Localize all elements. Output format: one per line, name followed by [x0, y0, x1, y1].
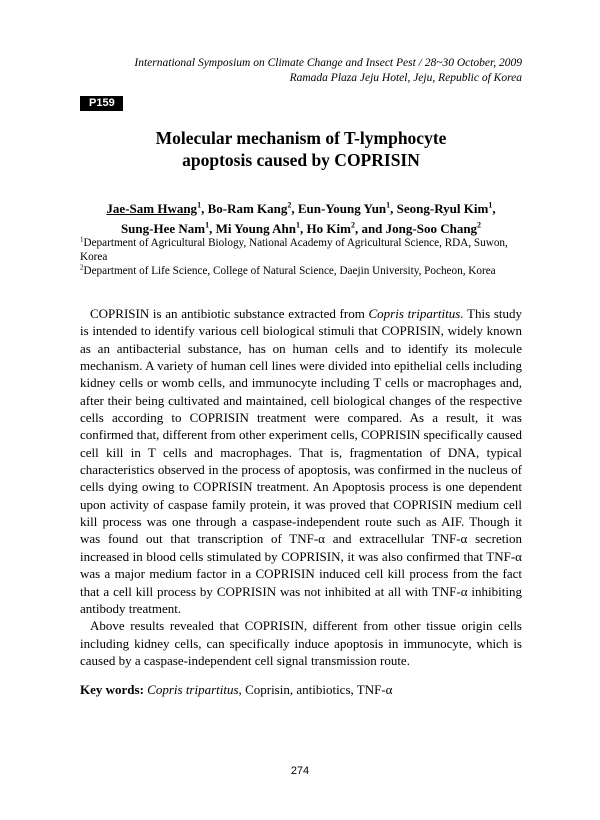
running-header	[62, 56, 522, 86]
author-separator: ,	[209, 221, 216, 236]
affiliations	[80, 236, 522, 278]
author-name: Seong-Ryul Kim	[396, 201, 489, 216]
author-separator: ,	[291, 201, 298, 216]
page-number: 274	[290, 765, 310, 777]
author-name: Eun-Young Yun	[297, 201, 387, 216]
abstract-text: This study is intended to identify various cell biological stimuli that COPRISIN, widely known as an antibacterial substance, has on human cells and to identify its molecule mechanism. A variety of human cell lines were divided into epithelial cells including kidney cells or womb cells, and immunocyte including T cells or macrophages and, after their being cultivated and maintained, cell biological changes of the respective cells according to COPRISIN treatment were compared. As a result, it was confirmed that, different from other experiment cells, COPRISIN specifically caused cell kill in T cells and macrophages. That is, fragmentation of DNA, typical characteristics observed in the process of apoptosis, was confirmed in the nucleus of cells dying owing to COPRISIN treatment. An Apoptosis process is one dependent upon activity of caspase family protein, it was proved that COPRISIN medium cell kill process was one through a caspase-independent route such as AIF. Though it was found out that transcription of TNF-α and extracellular TNF-α secretion increased in blood cells stimulated by COPRISIN, it was also confirmed that TNF-α was a major medium factor in a COPRISIN induced cell kill process from the fact that a cell kill process by COPRISIN was not inhibited at all with TNF-α inhibiting antibody treatment.	[80, 306, 522, 616]
title-line-2: apoptosis caused by COPRISIN	[182, 150, 420, 170]
header-line-2: Ramada Plaza Jeju Hotel, Jeju, Republic of Korea	[289, 72, 522, 84]
paper-title	[80, 127, 522, 171]
author-affiliation-marker: 1	[488, 200, 493, 210]
author	[121, 221, 209, 236]
author-name: Jae-Sam Hwang	[106, 201, 198, 216]
affiliation-1	[80, 236, 522, 264]
poster-number-badge: P159	[80, 96, 123, 111]
affiliation-text: Department of Agricultural Biology, National Academy of Agricultural Science, RDA, Suwon, Korea	[80, 237, 508, 263]
author-list	[80, 199, 522, 239]
author	[216, 221, 300, 236]
keywords-list: Coprisin, antibiotics, TNF-α	[241, 682, 393, 697]
affiliation-text: Department of Life Science, College of Natural Science, Daejin University, Pocheon, Korea	[83, 265, 496, 277]
author-separator: ,	[390, 201, 397, 216]
keyword-species: Copris tripartitus,	[147, 682, 242, 697]
author-affiliation-marker: 2	[477, 220, 482, 230]
header-line-1: International Symposium on Climate Change and Insect Pest / 28~30 October, 2009	[134, 57, 522, 69]
author	[396, 200, 496, 216]
author-separator: , and	[354, 221, 386, 236]
author	[307, 221, 355, 236]
author-affiliation-marker: 1	[296, 220, 301, 230]
author-name: Ho Kim	[306, 221, 351, 236]
author-affiliation-marker: 1	[197, 200, 202, 210]
author-separator: ,	[300, 221, 307, 236]
author-affiliation-marker: 1	[205, 220, 210, 230]
affiliation-2	[80, 264, 522, 278]
author	[208, 201, 292, 216]
abstract-text: COPRISIN is an antibiotic substance extracted from	[90, 306, 369, 321]
author	[106, 201, 201, 216]
author-name: Sung-Hee Nam	[120, 221, 206, 236]
species-name: Copris tripartitus.	[368, 306, 464, 321]
author	[298, 201, 390, 216]
abstract-paragraph-2: Above results revealed that COPRISIN, different from other tissue origin cells including kidney cells, can specifically induce apoptosis in immunocyte, which is caused by a caspase-independent cell signal transmission route.	[80, 618, 522, 668]
author-affiliation-marker: 2	[287, 200, 292, 210]
affiliation-marker: 2	[80, 263, 84, 272]
author-name: Jong-Soo Chang	[385, 221, 478, 236]
affiliation-marker: 1	[80, 235, 84, 244]
title-line-1: Molecular mechanism of T-lymphocyte	[155, 128, 447, 148]
author-affiliation-marker: 1	[386, 200, 391, 210]
author-name: Bo-Ram Kang	[207, 201, 288, 216]
author-name: Mi Young Ahn	[215, 221, 297, 236]
author	[386, 221, 481, 236]
abstract-body	[80, 305, 522, 669]
author-separator: ,	[201, 201, 208, 216]
abstract-paragraph-1	[80, 305, 522, 617]
keywords-label: Key words:	[80, 682, 144, 697]
author-separator: ,	[492, 201, 496, 216]
author-affiliation-marker: 2	[350, 220, 355, 230]
keywords	[80, 681, 522, 698]
